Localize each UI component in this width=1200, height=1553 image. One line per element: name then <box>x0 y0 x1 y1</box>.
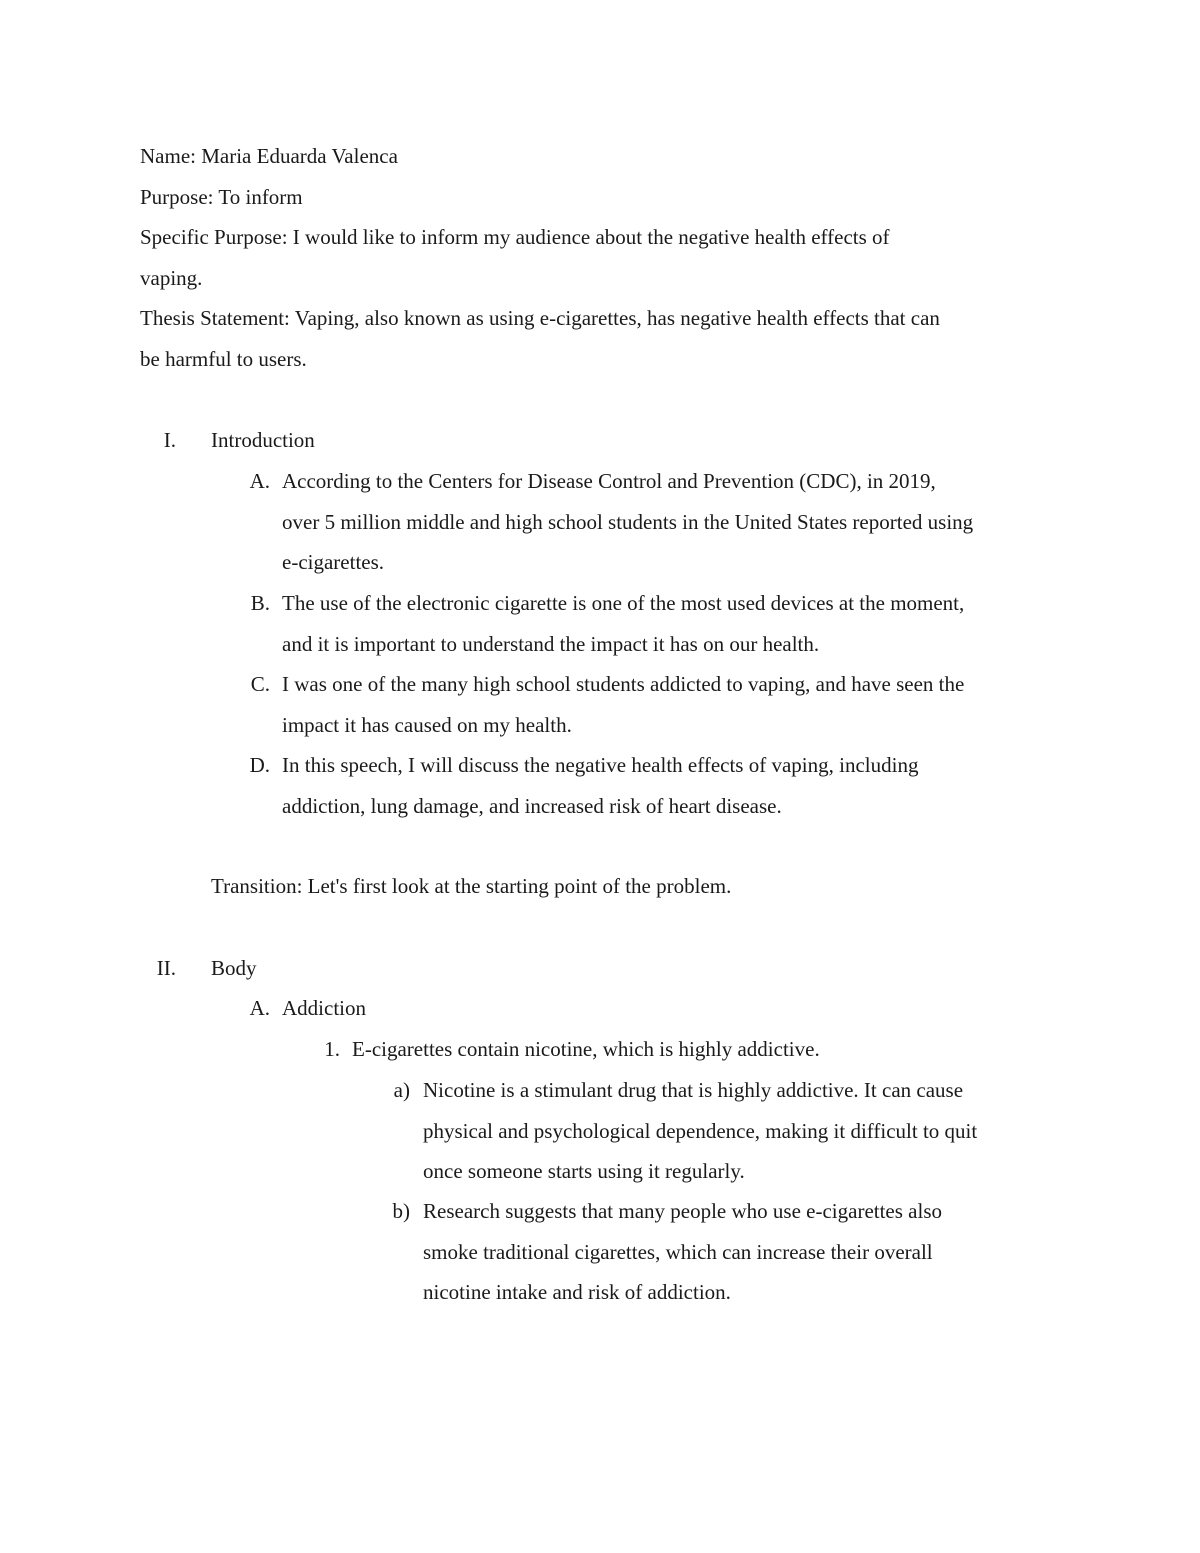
text-line: I was one of the many high school students addicted to vaping, and have seen the <box>282 672 965 696</box>
list-marker: b) <box>392 1199 410 1223</box>
text-line: Research suggests that many people who use e-cigarettes also <box>423 1199 943 1223</box>
section-title-body: Body <box>211 956 257 980</box>
text-line: e-cigarettes. <box>282 550 385 574</box>
name-line: Name: Maria Eduarda Valenca <box>140 144 398 168</box>
list-item-text <box>282 461 1072 583</box>
section-marker: II. <box>156 956 176 980</box>
text-line: once someone starts using it regularly. <box>423 1159 745 1183</box>
text-line: over 5 million middle and high school students in the United States reported using <box>282 509 974 534</box>
subpoint-text <box>423 1191 1063 1313</box>
text-line: smoke traditional cigarettes, which can increase their overall <box>423 1239 933 1264</box>
text-line: and it is important to understand the impact it has on our health. <box>282 631 820 656</box>
list-marker: C. <box>250 672 270 696</box>
subpoint-text <box>423 1070 1063 1192</box>
list-item-text <box>282 583 1072 664</box>
list-marker: A. <box>249 996 270 1020</box>
list-marker: a) <box>393 1078 410 1102</box>
text-line: According to the Centers for Disease Control and Prevention (CDC), in 2019, <box>282 469 936 493</box>
text-line: nicotine intake and risk of addiction. <box>423 1280 731 1304</box>
text-line: impact it has caused on my health. <box>282 712 572 737</box>
text-line: Nicotine is a stimulant drug that is highly addictive. It can cause <box>423 1078 964 1102</box>
point-text: E-cigarettes contain nicotine, which is highly addictive. <box>352 1037 820 1061</box>
list-marker: 1. <box>324 1037 340 1061</box>
purpose-line: Purpose: To inform <box>140 184 303 209</box>
thesis-line-1: Thesis Statement: Vaping, also known as using e-cigarettes, has negative health effects that can <box>140 306 940 330</box>
list-marker: A. <box>249 469 270 493</box>
section-marker: I. <box>163 428 176 452</box>
header-block <box>140 136 1060 379</box>
list-item-text <box>282 745 1072 826</box>
text-line: The use of the electronic cigarette is one of the most used devices at the moment, <box>282 591 965 615</box>
list-marker: D. <box>249 753 270 777</box>
thesis-line-2: be harmful to users. <box>140 346 307 371</box>
specific-purpose-line-1: Specific Purpose: I would like to inform my audience about the negative health effects of <box>140 225 890 249</box>
text-line: physical and psychological dependence, making it difficult to quit <box>423 1118 978 1143</box>
list-marker: B. <box>250 591 270 615</box>
transition-line: Transition: Let's first look at the starting point of the problem. <box>211 874 732 898</box>
specific-purpose-line-2: vaping. <box>140 265 203 290</box>
text-line: addiction, lung damage, and increased risk of heart disease. <box>282 793 782 818</box>
list-item-text <box>282 664 1072 745</box>
subsection-title-addiction: Addiction <box>282 996 366 1020</box>
section-title-introduction: Introduction <box>211 428 315 452</box>
text-line: In this speech, I will discuss the negative health effects of vaping, including <box>282 753 919 777</box>
